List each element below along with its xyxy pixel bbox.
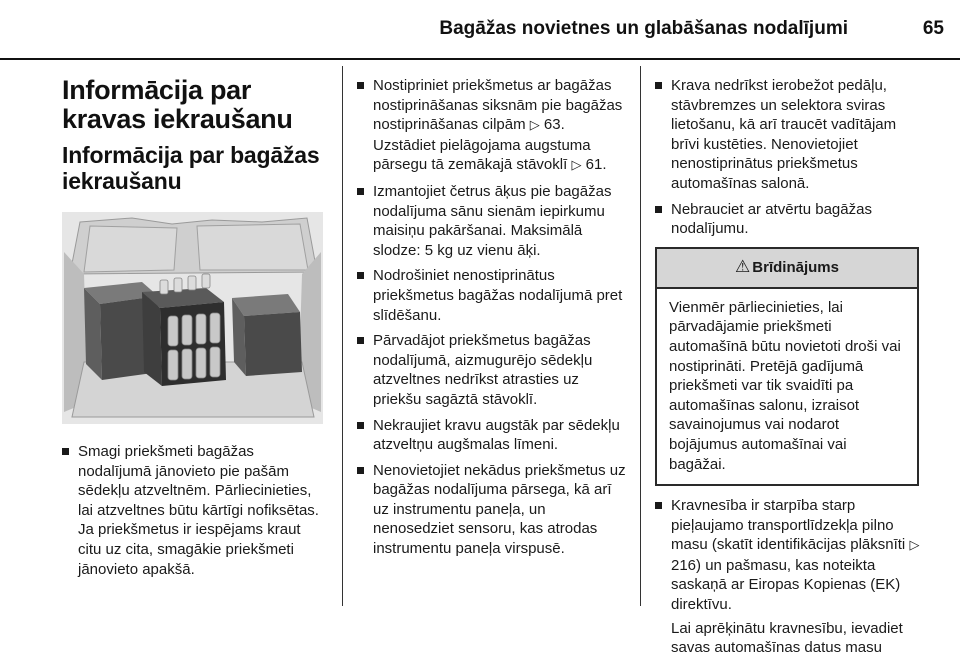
- list-item: Smagi priekšmeti bagāžas nodalījumā jānovieto pie pašām sēdekļu atzveltnēm. Pārliecinieties, lai atzveltnes būtu kārtīgi nofiksētas. Ja priekšmetus ir iespējams kraut citu uz cita, smagākie priekšmeti jānovieto apakšā.: [62, 442, 328, 579]
- page-number: 65: [922, 18, 944, 39]
- list-item: Nekraujiet kravu augstāk par sēdekļu atzveltņu augšmalas līmeni.: [357, 416, 629, 455]
- list-item: Pārvadājot priekšmetus bagāžas nodalījumā, aizmugurējo sēdekļu atzveltnes nedrīkst atrasties uz priekšu sagāztā stāvoklī.: [357, 331, 629, 409]
- header-title: Bagāžas novietnes un glabāšanas nodalījumi: [439, 18, 848, 39]
- arrow-reference-icon: ▷: [571, 158, 582, 174]
- list-item: [357, 76, 629, 176]
- arrow-reference-icon: ▷: [529, 118, 540, 134]
- col3-bullet-list-2: [655, 496, 927, 658]
- warning-triangle-icon: ⚠: [735, 256, 751, 277]
- warning-header: [657, 249, 917, 289]
- arrow-reference-icon: ▷: [909, 538, 920, 554]
- column-divider-1: [342, 66, 343, 606]
- column-3: [655, 68, 927, 664]
- section-subtitle: Informācija par bagāžas iekraušanu: [62, 142, 320, 194]
- warning-title: Brīdinājums: [752, 258, 839, 276]
- page-ref[interactable]: 63: [543, 116, 561, 134]
- item-text: Kravnesība ir starpība starp pieļaujamo transportlīdzekļa pilno masu (skatīt identifikācijas plāksnīti: [671, 497, 906, 554]
- list-item: [655, 496, 927, 658]
- header-rule: [0, 58, 960, 60]
- list-item: Izmantojiet četrus āķus pie bagāžas nodalījuma sānu sienām iepirkumu maisiņu pakāršanai. Maksimālā slodze: 5 kg uz vienu āķi.: [357, 182, 629, 260]
- page-ref[interactable]: 216: [671, 556, 697, 574]
- item-text: .: [602, 156, 607, 174]
- item-text: Nostipriniet priekšmetus ar bagāžas nostiprināšanas siksnām pie bagāžas nostiprināšanas cilpām: [373, 77, 623, 134]
- continuation-text: Lai aprēķinātu kravnesību, ievadiet savas automašīnas datus masu: [671, 619, 903, 657]
- page-header: [0, 0, 960, 60]
- item-text: ) un pašmasu, kas noteikta saskaņā ar Eiropas Kopienas (EK) direktīvu.: [671, 556, 901, 614]
- page-ref[interactable]: 61: [585, 156, 603, 174]
- list-item: Krava nedrīkst ierobežot pedāļu, stāvbremzes un selektora sviras lietošanu, kā arī traucēt vadītājam brīvi kustēties. Nenovietojiet nenostiprinātus priekšmetus automašīnas salonā.: [655, 76, 927, 194]
- col3-bullet-list: [655, 76, 927, 239]
- col1-bullet-list: [62, 442, 328, 579]
- item-text: . Uzstādiet pielāgojama augstuma pārsegu tā zemākajā stāvoklī: [373, 116, 591, 174]
- column-divider-2: [640, 66, 641, 606]
- warning-box: [655, 247, 919, 486]
- list-item: Nebrauciet ar atvērtu bagāžas nodalījumu.: [655, 200, 927, 239]
- column-2: [357, 68, 629, 565]
- trunk-illustration: [62, 212, 323, 424]
- section-title: Informācija par kravas iekraušanu: [62, 75, 293, 134]
- col2-bullet-list: [357, 76, 629, 559]
- warning-text: Vienmēr pārliecinieties, lai pārvadājamie priekšmeti automašīnā būtu novietoti droši vai nostiprināti. Pretējā gadījumā priekšmeti var tik svaidīti pa automašīnas salonu, izraisot savainojumus vai nodarot bojājumus automašīnai vai bagāžai.: [669, 298, 901, 473]
- list-item: Nenovietojiet nekādus priekšmetus uz bagāžas nodalījuma pārsega, kā arī uz instrumentu paneļa, un nenosedziet sensoru, kas atrodas instrumentu paneļa virspusē.: [357, 461, 629, 559]
- list-item: Nodrošiniet nenostiprinātus priekšmetus bagāžas nodalījumā pret slīdēšanu.: [357, 266, 629, 325]
- column-1: [62, 68, 328, 585]
